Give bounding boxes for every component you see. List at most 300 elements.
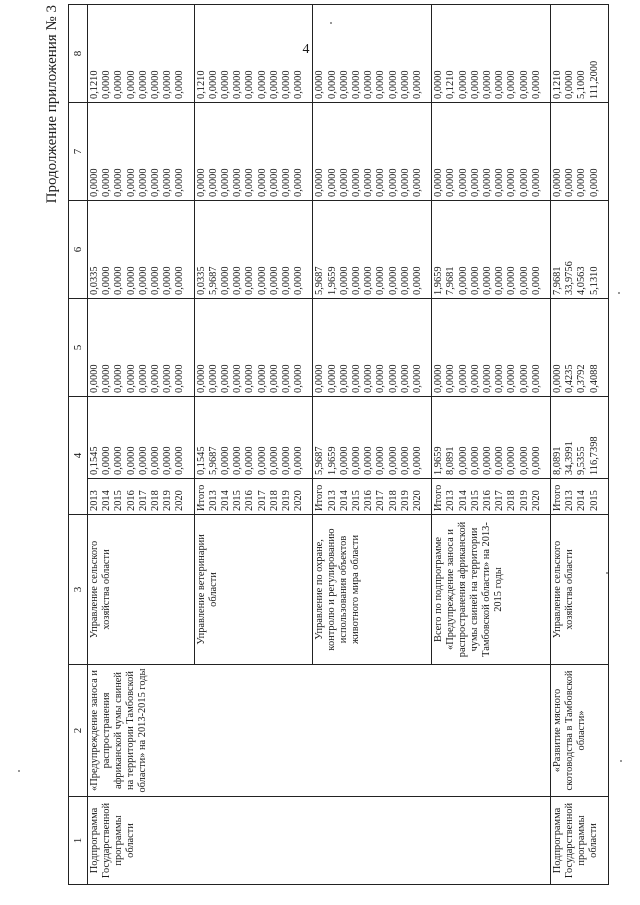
year-label: 2016 [125, 490, 137, 511]
value-cell: 0,0000 [293, 168, 305, 197]
year-label: 2014 [338, 490, 350, 511]
value-cell: 0,0000 [445, 168, 457, 197]
program-name-cell [194, 665, 313, 797]
value-cell: 0,0000 [411, 364, 423, 393]
program-name-cell: «Развитие мясного скотоводства в Тамбовской области» [550, 665, 608, 797]
value-cell: 0,0000 [350, 446, 362, 475]
value-cell: 0,0000 [375, 168, 387, 197]
value-cell: 0,0000 [506, 446, 518, 475]
value-cell: 0,0000 [433, 168, 445, 197]
year-label: 2016 [244, 490, 256, 511]
value-cell: 0,0000 [457, 168, 469, 197]
value-cell: 116,7398 [588, 436, 600, 475]
value-cell: 0,0000 [137, 70, 149, 99]
value-cell: 0,0000 [457, 446, 469, 475]
program-type-cell [194, 797, 313, 885]
year-label: 2017 [137, 490, 149, 511]
value-cell: 0,0000 [375, 70, 387, 99]
year-label: 2017 [256, 490, 268, 511]
value-cell: 7,9681 [445, 266, 457, 295]
total-column [194, 397, 313, 479]
year-label: 2020 [411, 490, 423, 511]
local-column [550, 103, 608, 201]
value-cell: 0,0000 [149, 266, 161, 295]
value-cell: 0,0000 [113, 446, 125, 475]
scan-speck [18, 770, 20, 772]
value-cell: 0,0000 [244, 70, 256, 99]
value-cell: 0,0000 [445, 364, 457, 393]
value-cell: 0,0000 [399, 446, 411, 475]
value-cell: 0,0000 [363, 70, 375, 99]
value-cell: 1,9659 [433, 266, 445, 295]
value-cell: 0,0000 [530, 266, 542, 295]
year-label: 2013 [326, 490, 338, 511]
value-cell: 0,0000 [387, 446, 399, 475]
local-column [313, 103, 432, 201]
scan-speck [618, 292, 620, 294]
value-cell: 0,0000 [174, 446, 186, 475]
value-cell: 111,2000 [588, 60, 600, 99]
value-cell: 0,0000 [207, 70, 219, 99]
value-cell: 0,0000 [113, 70, 125, 99]
value-cell: 0,1545 [89, 446, 100, 475]
value-cell: 0,0000 [433, 70, 445, 99]
value-cell: 0,0000 [375, 364, 387, 393]
extrabudget-column [88, 5, 195, 103]
program-name-cell [313, 665, 432, 797]
value-cell: 0,0000 [256, 266, 268, 295]
program-name-cell: «Предупреждение заноса и распространения африканской чумы свиней на территории Тамбовской области» на 2013-2015 годы [88, 665, 195, 797]
value-cell: 0,0000 [411, 266, 423, 295]
value-cell: 0,0000 [399, 168, 411, 197]
value-cell: 0,0000 [280, 70, 292, 99]
value-cell: 0,0000 [101, 364, 113, 393]
year-label: 2019 [399, 490, 411, 511]
value-cell: 0,0000 [326, 168, 338, 197]
page-number: 4 [302, 42, 310, 57]
value-cell: 0,0000 [314, 364, 326, 393]
value-cell: 0,0000 [338, 364, 350, 393]
federal-column [313, 299, 432, 397]
value-cell: 0,0000 [293, 266, 305, 295]
local-column [88, 103, 195, 201]
value-cell: 0,0000 [564, 168, 576, 197]
value-cell: 0,0000 [137, 446, 149, 475]
value-cell: 0,0000 [481, 168, 493, 197]
value-cell: 0,0000 [219, 70, 231, 99]
value-cell: 0,0000 [387, 364, 399, 393]
year-label: 2014 [576, 490, 588, 511]
value-cell: 0,0000 [293, 70, 305, 99]
value-cell: 0,0000 [387, 168, 399, 197]
column-header: 2 [69, 665, 88, 797]
year-label: 2017 [494, 490, 506, 511]
year-label: 2020 [293, 490, 305, 511]
value-cell: 0,0000 [469, 446, 481, 475]
value-cell: 0,0000 [293, 446, 305, 475]
value-cell: 8,0891 [445, 446, 457, 475]
value-cell: 0,0000 [530, 446, 542, 475]
value-cell: 8,0891 [551, 446, 563, 475]
column-header: 1 [69, 797, 88, 885]
executor-cell: Всего по подпрограмме «Предупреждение заноса и распространения африканской чумы свиней на территории Тамбовской области» на 2013-2015 годы [432, 515, 551, 665]
year-label: 2013 [445, 490, 457, 511]
value-cell: 0,0000 [433, 364, 445, 393]
value-cell: 5,9687 [314, 266, 326, 295]
executor-cell: Управление сельского хозяйства области [88, 515, 195, 665]
value-cell: 0,0000 [411, 168, 423, 197]
table-row [432, 5, 551, 885]
value-cell: 0,0000 [232, 168, 244, 197]
value-cell: 0,0000 [576, 168, 588, 197]
year-label: 2020 [530, 490, 542, 511]
year-label: 2013 [89, 490, 100, 511]
year-column [432, 479, 551, 515]
year-label: 2015 [113, 490, 125, 511]
value-cell: 0,0000 [411, 446, 423, 475]
value-cell: 0,0000 [564, 70, 576, 99]
value-cell: 5,9687 [207, 266, 219, 295]
value-cell: 0,0000 [375, 266, 387, 295]
value-cell: 0,0000 [101, 70, 113, 99]
year-label: Итого [195, 484, 207, 511]
budget-table [68, 4, 609, 885]
value-cell: 0,0000 [125, 364, 137, 393]
year-label: Итого [433, 484, 445, 511]
value-cell: 0,0000 [518, 446, 530, 475]
value-cell: 0,0000 [314, 70, 326, 99]
regional-column [313, 201, 432, 299]
value-cell: 0,0000 [506, 168, 518, 197]
table-row [313, 5, 432, 885]
value-cell: 0,0000 [411, 70, 423, 99]
table-row [194, 5, 313, 885]
value-cell: 0,0000 [113, 364, 125, 393]
value-cell: 0,0000 [137, 168, 149, 197]
value-cell: 0,0000 [125, 266, 137, 295]
value-cell: 0,0000 [469, 364, 481, 393]
value-cell: 0,0000 [125, 168, 137, 197]
extrabudget-column [194, 5, 313, 103]
table-row [550, 5, 608, 885]
value-cell: 0,0000 [256, 70, 268, 99]
value-cell: 0,0000 [268, 364, 280, 393]
value-cell: 0,0000 [101, 446, 113, 475]
year-label: 2015 [232, 490, 244, 511]
value-cell: 0,0000 [457, 70, 469, 99]
federal-column [432, 299, 551, 397]
value-cell: 0,0000 [89, 364, 100, 393]
value-cell: 0,0000 [481, 364, 493, 393]
value-cell: 0,0000 [232, 266, 244, 295]
year-label: 2014 [101, 490, 113, 511]
scan-speck [620, 760, 622, 762]
value-cell: 0,0000 [149, 168, 161, 197]
column-header: 3 [69, 515, 88, 665]
value-cell: 0,0000 [125, 70, 137, 99]
year-label: 2015 [350, 490, 362, 511]
extrabudget-column [313, 5, 432, 103]
column-number-row [69, 5, 88, 885]
value-cell: 0,0000 [494, 446, 506, 475]
year-label: 2016 [363, 490, 375, 511]
value-cell: 5,9687 [207, 446, 219, 475]
value-cell: 9,5355 [576, 446, 588, 475]
value-cell: 0,0000 [338, 70, 350, 99]
value-cell: 0,0000 [530, 364, 542, 393]
value-cell: 0,0000 [280, 266, 292, 295]
value-cell: 4,0563 [576, 266, 588, 295]
year-label: 2019 [162, 490, 174, 511]
program-name-cell [432, 665, 551, 797]
extrabudget-column [550, 5, 608, 103]
year-label: Итого [314, 484, 326, 511]
value-cell: 0,0000 [338, 168, 350, 197]
value-cell: 0,0000 [268, 70, 280, 99]
value-cell: 0,4235 [564, 364, 576, 393]
year-label: 2018 [506, 490, 518, 511]
value-cell: 33,9756 [564, 261, 576, 295]
value-cell: 0,0000 [457, 364, 469, 393]
year-label: 2014 [219, 490, 231, 511]
value-cell: 0,0000 [588, 168, 600, 197]
year-column [550, 479, 608, 515]
value-cell: 0,0000 [506, 266, 518, 295]
value-cell: 0,0000 [375, 446, 387, 475]
value-cell: 0,0000 [162, 266, 174, 295]
value-cell: 0,0000 [387, 266, 399, 295]
value-cell: 0,0000 [137, 266, 149, 295]
value-cell: 5,1000 [576, 70, 588, 99]
value-cell: 0,0000 [518, 168, 530, 197]
local-column [194, 103, 313, 201]
value-cell: 0,0000 [268, 266, 280, 295]
value-cell: 0,0000 [363, 168, 375, 197]
regional-column [432, 201, 551, 299]
year-column [194, 479, 313, 515]
value-cell: 0,0000 [399, 70, 411, 99]
value-cell: 0,0000 [363, 446, 375, 475]
extrabudget-column [432, 5, 551, 103]
value-cell: 0,0000 [162, 70, 174, 99]
column-header: 5 [69, 299, 88, 397]
value-cell: 0,0000 [399, 364, 411, 393]
value-cell: 0,0000 [326, 364, 338, 393]
year-label: 2016 [481, 490, 493, 511]
value-cell: 0,0000 [162, 446, 174, 475]
value-cell: 0,0000 [363, 364, 375, 393]
value-cell: 0,0000 [350, 70, 362, 99]
value-cell: 0,0000 [518, 364, 530, 393]
value-cell: 0,0335 [89, 266, 100, 295]
value-cell: 0,0000 [280, 168, 292, 197]
value-cell: 0,0000 [149, 70, 161, 99]
value-cell: 0,0000 [506, 70, 518, 99]
value-cell: 0,0000 [350, 364, 362, 393]
value-cell: 0,0000 [518, 70, 530, 99]
value-cell: 0,0000 [149, 446, 161, 475]
value-cell: 0,0000 [314, 168, 326, 197]
year-label: 2014 [457, 490, 469, 511]
value-cell: 0,0000 [494, 70, 506, 99]
value-cell: 0,0000 [494, 266, 506, 295]
value-cell: 0,0000 [113, 266, 125, 295]
value-cell: 0,1210 [551, 70, 563, 99]
year-label: 2013 [564, 490, 576, 511]
regional-column [194, 201, 313, 299]
total-column [313, 397, 432, 479]
value-cell: 34,3991 [564, 441, 576, 475]
executor-cell: Управление по охране, контролю и регулированию использования объектов животного мира области [313, 515, 432, 665]
executor-cell: Управление сельского хозяйства области [550, 515, 608, 665]
program-type-cell [313, 797, 432, 885]
value-cell: 1,9659 [433, 446, 445, 475]
federal-column [88, 299, 195, 397]
value-cell: 0,0000 [244, 266, 256, 295]
value-cell: 0,0000 [481, 70, 493, 99]
value-cell: 0,0000 [518, 266, 530, 295]
value-cell: 0,0000 [149, 364, 161, 393]
value-cell: 0,0000 [125, 446, 137, 475]
year-label: Итого [551, 484, 563, 511]
year-label: 2020 [174, 490, 186, 511]
value-cell: 1,9659 [326, 446, 338, 475]
total-column [88, 397, 195, 479]
value-cell: 0,0000 [162, 168, 174, 197]
column-header: 8 [69, 5, 88, 103]
value-cell: 0,0000 [481, 266, 493, 295]
value-cell: 0,0000 [174, 266, 186, 295]
value-cell: 0,0000 [244, 168, 256, 197]
value-cell: 0,4088 [588, 364, 600, 393]
value-cell: 0,0000 [89, 168, 100, 197]
value-cell: 5,1310 [588, 266, 600, 295]
total-column [432, 397, 551, 479]
value-cell: 0,0000 [219, 364, 231, 393]
table-body [88, 5, 609, 885]
value-cell: 0,0000 [244, 364, 256, 393]
value-cell: 0,0000 [506, 364, 518, 393]
value-cell: 0,0000 [551, 168, 563, 197]
value-cell: 0,0000 [207, 168, 219, 197]
value-cell: 0,0000 [195, 168, 207, 197]
total-column [550, 397, 608, 479]
value-cell: 0,0000 [256, 364, 268, 393]
column-header: 4 [69, 397, 88, 515]
value-cell: 0,0000 [219, 266, 231, 295]
value-cell: 0,0000 [280, 364, 292, 393]
table-row [88, 5, 195, 885]
value-cell: 0,0000 [232, 446, 244, 475]
column-header: 7 [69, 103, 88, 201]
value-cell: 0,0000 [469, 168, 481, 197]
value-cell: 0,0000 [174, 364, 186, 393]
value-cell: 0,0000 [530, 168, 542, 197]
value-cell: 0,0000 [207, 364, 219, 393]
value-cell: 0,0000 [469, 70, 481, 99]
year-label: 2015 [469, 490, 481, 511]
column-header: 6 [69, 201, 88, 299]
value-cell: 0,0000 [137, 364, 149, 393]
value-cell: 0,0000 [338, 266, 350, 295]
value-cell: 0,0000 [457, 266, 469, 295]
value-cell: 0,1545 [195, 446, 207, 475]
year-label: 2018 [268, 490, 280, 511]
value-cell: 0,0000 [494, 168, 506, 197]
value-cell: 0,0000 [219, 168, 231, 197]
value-cell: 0,0000 [113, 168, 125, 197]
executor-cell: Управление ветеринарии области [194, 515, 313, 665]
value-cell: 0,0000 [481, 446, 493, 475]
year-label: 2019 [518, 490, 530, 511]
value-cell: 0,0000 [363, 266, 375, 295]
value-cell: 0,3792 [576, 364, 588, 393]
value-cell: 0,0000 [256, 446, 268, 475]
value-cell: 0,1210 [195, 70, 207, 99]
value-cell: 0,1210 [445, 70, 457, 99]
year-label: 2018 [149, 490, 161, 511]
value-cell: 0,0000 [326, 70, 338, 99]
federal-column [550, 299, 608, 397]
value-cell: 0,0000 [268, 446, 280, 475]
year-label: 2017 [375, 490, 387, 511]
value-cell: 0,0000 [280, 446, 292, 475]
year-column [313, 479, 432, 515]
year-label: 2013 [207, 490, 219, 511]
federal-column [194, 299, 313, 397]
year-label: 2018 [387, 490, 399, 511]
value-cell: 1,9659 [326, 266, 338, 295]
value-cell: 0,0000 [244, 446, 256, 475]
value-cell: 0,0000 [350, 168, 362, 197]
value-cell: 0,1210 [89, 70, 100, 99]
year-label: 2015 [588, 490, 600, 511]
program-type-cell: Подпрограмма Государственной программы области [550, 797, 608, 885]
local-column [432, 103, 551, 201]
value-cell: 0,0000 [174, 168, 186, 197]
program-type-cell: Подпрограмма Государственной программы области [88, 797, 195, 885]
value-cell: 0,0000 [101, 168, 113, 197]
value-cell: 0,0000 [338, 446, 350, 475]
value-cell: 0,0000 [256, 168, 268, 197]
value-cell: 0,0000 [174, 70, 186, 99]
regional-column [88, 201, 195, 299]
value-cell: 0,0000 [469, 266, 481, 295]
value-cell: 0,0000 [268, 168, 280, 197]
value-cell: 5,9687 [314, 446, 326, 475]
value-cell: 0,0000 [162, 364, 174, 393]
value-cell: 0,0000 [232, 70, 244, 99]
value-cell: 0,0000 [293, 364, 305, 393]
value-cell: 7,9681 [551, 266, 563, 295]
program-type-cell [432, 797, 551, 885]
value-cell: 0,0000 [101, 266, 113, 295]
value-cell: 0,0335 [195, 266, 207, 295]
value-cell: 0,0000 [399, 266, 411, 295]
value-cell: 0,0000 [494, 364, 506, 393]
value-cell: 0,0000 [387, 70, 399, 99]
value-cell: 0,0000 [219, 446, 231, 475]
value-cell: 0,0000 [350, 266, 362, 295]
value-cell: 0,0000 [232, 364, 244, 393]
regional-column [550, 201, 608, 299]
value-cell: 0,0000 [195, 364, 207, 393]
year-label: 2019 [280, 490, 292, 511]
value-cell: 0,0000 [551, 364, 563, 393]
value-cell: 0,0000 [530, 70, 542, 99]
rotated-sheet [42, 5, 612, 885]
appendix-caption: Продолжение приложения № 3 [44, 5, 60, 204]
